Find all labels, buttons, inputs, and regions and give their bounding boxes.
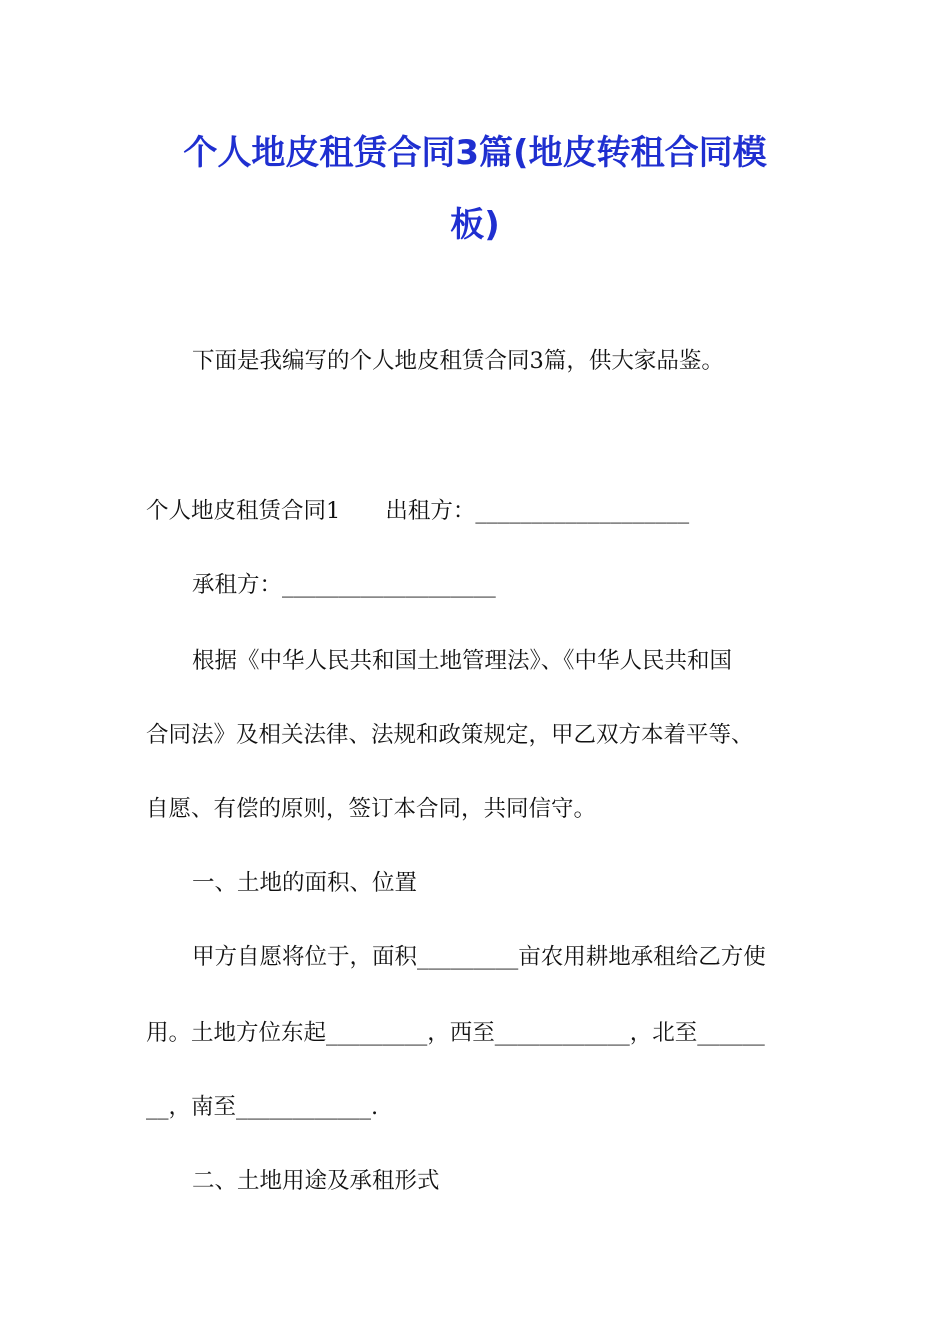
section-heading: 二、土地用途及承租形式 — [192, 1168, 440, 1194]
intro-paragraph: 下面是我编写的个人地皮租赁合同3篇，供大家品鉴。 — [192, 348, 724, 374]
paragraph-line: 根据《中华人民共和国土地管理法》、《中华人民共和国 — [192, 648, 733, 674]
document-title-line-2: 板) — [450, 205, 500, 245]
document-title-line-1: 个人地皮租赁合同3篇(地皮转租合同模 — [183, 133, 767, 173]
paragraph-line: 甲方自愿将位于，面积_________亩农用耕地承租给乙方使 — [192, 944, 766, 970]
lessee-line: 承租方：___________________ — [192, 572, 496, 598]
paragraph-line: __，南至____________. — [146, 1094, 379, 1120]
section-heading: 一、土地的面积、位置 — [192, 870, 418, 896]
paragraph-line: 合同法》及相关法律、法规和政策规定，甲乙双方本着平等、 — [146, 722, 754, 748]
paragraph-line: 自愿、有偿的原则，签订本合同，共同信守。 — [146, 796, 597, 822]
contract-heading-lessor: 个人地皮租赁合同1 出租方：___________________ — [146, 498, 690, 524]
paragraph-line: 用。土地方位东起_________，西至____________，北至______ — [146, 1020, 765, 1046]
